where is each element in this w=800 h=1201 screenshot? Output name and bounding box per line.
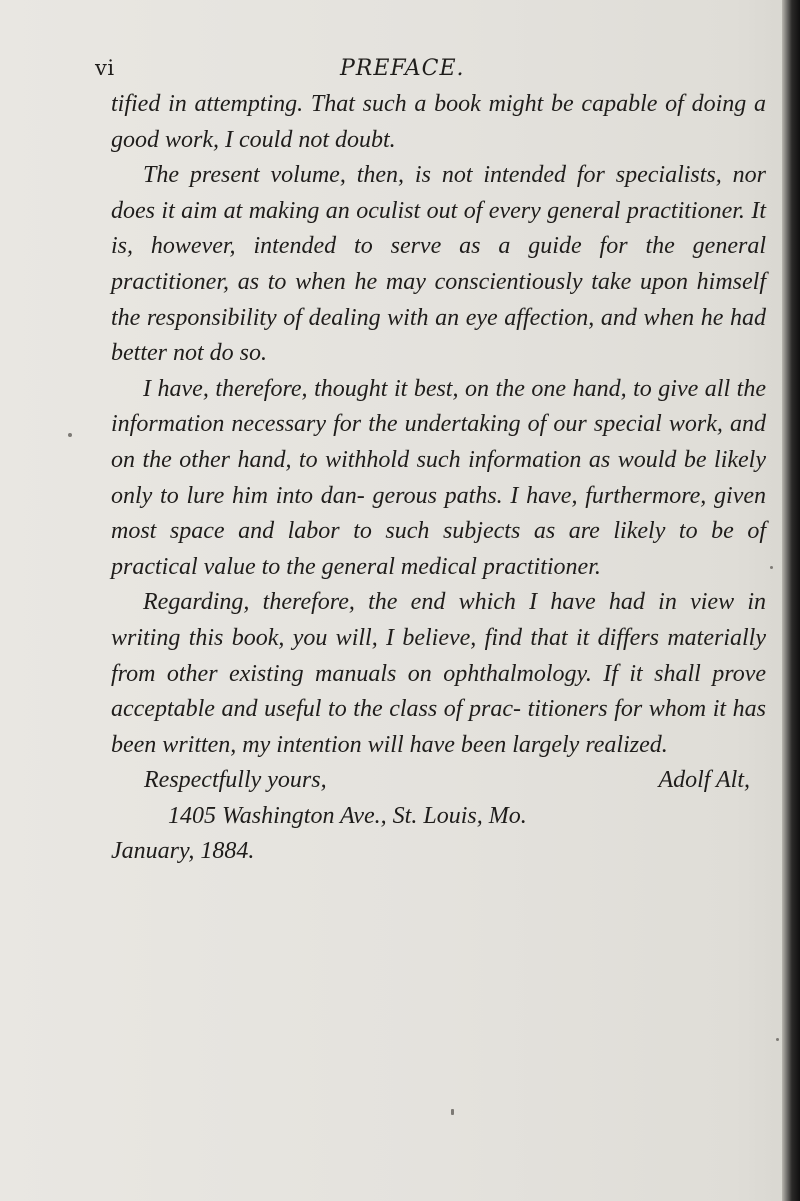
page-number: vi [95, 56, 115, 80]
paragraph-4: Regarding, therefore, the end which I have had in view in writing this book, you will, I believe, find that it differs materially from other existing manuals on ophthalmology. If it shall prove acceptable and useful to the class of prac- titioners for whom it has been written, my intention will have been largely realized. [111, 589, 766, 758]
preface-date: January, 1884. [111, 838, 255, 865]
preface-text [111, 87, 766, 870]
closing-line [111, 763, 766, 799]
paragraph-1: tified in attempting. That such a book might be capable of doing a good work, I could not doubt. [111, 91, 766, 153]
paragraph-3: I have, therefore, thought it best, on the one hand, to give all the information necessary for the undertaking of our special work, and on the other hand, to withhold such information as would be likely only to lure him into dan- gerous paths. I have, furthermore, given most space and labor to such subjects as are likely to be of practical value to the general medical practitioner. [111, 375, 766, 580]
salutation: Respectfully yours, [144, 767, 327, 794]
paragraph-2: The present volume, then, is not intended for specialists, nor does it aim at making an oculist out of every general practitioner. It is, however, intended to serve as a guide for the general practitioner, as to when he may conscientiously take upon himself the responsibility of dealing with an eye affection, and when he had better not do so. [111, 162, 766, 367]
paper-speck [776, 1038, 779, 1041]
page-header [0, 56, 800, 86]
author-address: 1405 Washington Ave., St. Louis, Mo. [168, 802, 527, 829]
paper-speck [451, 1109, 454, 1115]
paper-speck [770, 566, 773, 569]
author-name: Adolf Alt, [658, 767, 750, 794]
running-head: PREFACE. [340, 56, 465, 81]
paper-speck [68, 433, 72, 437]
book-spine-shadow [782, 0, 800, 1201]
